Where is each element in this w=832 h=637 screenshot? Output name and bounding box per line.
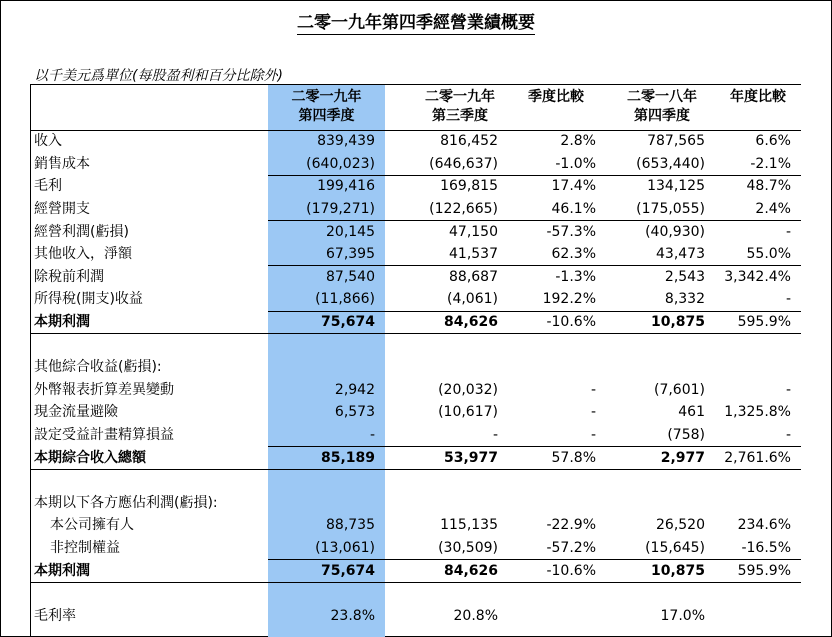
- cell-q4-2019: 75,674: [320, 314, 375, 331]
- table-row: [30, 288, 801, 311]
- header-yoy: 年度比較: [730, 89, 786, 105]
- cell-qoq: 62.3%: [551, 246, 596, 263]
- table-row-attributable-total: [30, 559, 801, 582]
- row-label: 現金流量避險: [34, 404, 118, 421]
- cell-yoy: -: [785, 223, 791, 240]
- table-row: [30, 153, 801, 176]
- row-label: 銷售成本: [34, 155, 90, 172]
- cell-q4-2018: 2,977: [660, 449, 705, 466]
- table-row: [30, 243, 801, 266]
- cell-q3-2019: (4,061): [446, 291, 498, 308]
- cell-yoy: 6.6%: [755, 133, 791, 150]
- row-label: 本公司擁有人: [50, 517, 134, 534]
- cell-qoq: -57.2%: [546, 539, 596, 556]
- row-label: 外幣報表折算差異變動: [34, 381, 174, 398]
- cell-qoq: 46.1%: [551, 201, 596, 218]
- cell-qoq: 192.2%: [542, 291, 596, 308]
- cell-qoq: -: [590, 381, 596, 398]
- cell-yoy: 48.7%: [746, 178, 791, 195]
- table-row: [30, 401, 801, 424]
- table-row: [30, 266, 801, 289]
- row-label: 其他收入，淨額: [34, 246, 132, 263]
- cell-q3-2019: 53,977: [443, 449, 498, 466]
- table-row: [30, 514, 801, 537]
- page-title: 二零一九年第四季經營業績概要: [297, 13, 535, 33]
- cell-q3-2019: (10,617): [438, 404, 498, 421]
- cell-q4-2018: 43,473: [656, 246, 705, 263]
- header-q4-2018: 二零一八年 第四季度: [627, 89, 697, 124]
- row-label: 設定受益計畫精算損益: [34, 427, 174, 444]
- cell-q3-2019: 816,452: [440, 133, 498, 150]
- cell-q4-2018: 17.0%: [660, 607, 705, 624]
- cell-q4-2018: (653,440): [636, 155, 705, 172]
- cell-q4-2019: (11,866): [315, 291, 375, 308]
- cell-qoq: -10.6%: [546, 562, 596, 579]
- cell-q3-2019: -: [492, 427, 498, 444]
- row-label: 收入: [34, 133, 62, 150]
- cell-qoq: 2.8%: [560, 133, 596, 150]
- cell-q4-2019: (13,061): [315, 539, 375, 556]
- header-top-rule: [30, 84, 801, 85]
- row-label: 本期綜合收入總額: [34, 449, 146, 466]
- cell-q4-2018: 10,875: [650, 314, 705, 331]
- cell-q3-2019: 169,815: [440, 178, 498, 195]
- unit-note: 以千美元爲單位(每股盈利和百分比除外): [34, 68, 283, 84]
- header-qoq: 季度比較: [528, 89, 584, 105]
- cell-q4-2019: 20,145: [326, 223, 375, 240]
- cell-qoq: -: [590, 427, 596, 444]
- cell-yoy: -: [785, 291, 791, 308]
- cell-q3-2019: 88,687: [449, 268, 498, 285]
- cell-q4-2019: (640,023): [306, 155, 375, 172]
- cell-q4-2019: 199,416: [317, 178, 375, 195]
- cell-qoq: -10.6%: [546, 314, 596, 331]
- section-heading: 本期以下各方應佔利潤(虧損):: [34, 494, 218, 511]
- row-label: 所得稅(開支)收益: [34, 291, 143, 308]
- cell-q4-2019: -: [369, 427, 375, 444]
- cell-q4-2018: (7,601): [653, 381, 705, 398]
- row-label: 毛利率: [34, 607, 76, 624]
- row-label: 本期利潤: [34, 314, 90, 331]
- cell-q4-2019: 23.8%: [330, 607, 375, 624]
- cell-yoy: -2.1%: [750, 155, 791, 172]
- cell-yoy: 595.9%: [737, 314, 791, 331]
- table-row-net-profit: [30, 311, 801, 334]
- spacer-row: [30, 333, 801, 356]
- section-heading: 其他綜合收益(虧損):: [34, 359, 162, 376]
- cell-qoq: [509, 604, 599, 627]
- cell-q4-2018: (175,055): [636, 201, 705, 218]
- table-row-gross-margin: [30, 604, 801, 627]
- table-row-section-heading: [30, 492, 801, 515]
- results-table: [30, 130, 801, 627]
- cell-q3-2019: 115,135: [440, 517, 498, 534]
- cell-q4-2019: 67,395: [326, 246, 375, 263]
- cell-yoy: 55.0%: [746, 246, 791, 263]
- cell-qoq: -22.9%: [546, 517, 596, 534]
- row-label: 毛利: [34, 178, 62, 195]
- spacer-row: [30, 582, 801, 605]
- cell-qoq: -: [590, 404, 596, 421]
- cell-yoy: [717, 604, 801, 627]
- cell-q4-2018: 461: [678, 404, 705, 421]
- spacer-row: [30, 469, 801, 492]
- cell-q4-2018: 8,332: [664, 291, 705, 308]
- table-row: [30, 130, 801, 153]
- cell-q4-2019: 2,942: [334, 381, 375, 398]
- cell-yoy: 3,342.4%: [724, 268, 791, 285]
- cell-q4-2018: (15,645): [645, 539, 705, 556]
- cell-q4-2018: 134,125: [647, 178, 705, 195]
- cell-qoq: 57.8%: [551, 449, 596, 466]
- table-row-comprehensive-total: [30, 446, 801, 469]
- cell-q3-2019: (122,665): [429, 201, 498, 218]
- cell-yoy: -16.5%: [741, 539, 791, 556]
- cell-q3-2019: 84,626: [443, 562, 498, 579]
- row-label: 非控制權益: [50, 539, 120, 556]
- cell-q4-2018: 10,875: [650, 562, 705, 579]
- cell-q3-2019: (30,509): [438, 539, 498, 556]
- row-label: 除稅前利潤: [34, 268, 104, 285]
- cell-yoy: 234.6%: [737, 517, 791, 534]
- row-label: 經營開支: [34, 201, 90, 218]
- cell-q4-2018: (758): [667, 427, 705, 444]
- cell-q4-2019: 88,735: [326, 517, 375, 534]
- cell-q4-2019: 839,439: [317, 133, 375, 150]
- cell-q4-2019: 87,540: [326, 268, 375, 285]
- cell-yoy: 595.9%: [737, 562, 791, 579]
- header-q4-2019: 二零一九年 第四季度: [291, 89, 362, 124]
- cell-q4-2019: 6,573: [334, 404, 375, 421]
- cell-q3-2019: 84,626: [443, 314, 498, 331]
- cell-q3-2019: (20,032): [438, 381, 498, 398]
- cell-yoy: 1,325.8%: [724, 404, 791, 421]
- table-row: [30, 379, 801, 402]
- table-row: [30, 198, 801, 221]
- cell-q4-2018: 2,543: [664, 268, 705, 285]
- cell-q4-2018: 787,565: [647, 133, 705, 150]
- table-row: [30, 175, 801, 198]
- cell-qoq: -1.0%: [555, 155, 596, 172]
- row-label: 本期利潤: [34, 562, 90, 579]
- cell-q4-2019: 85,189: [320, 449, 375, 466]
- cell-qoq: -1.3%: [555, 268, 596, 285]
- table-row: [30, 424, 801, 447]
- cell-q4-2018: (40,930): [645, 223, 705, 240]
- cell-q3-2019: 47,150: [449, 223, 498, 240]
- cell-q3-2019: 20.8%: [453, 607, 498, 624]
- table-row-section-heading: [30, 356, 801, 379]
- cell-q3-2019: (646,637): [429, 155, 498, 172]
- cell-yoy: 2,761.6%: [724, 449, 791, 466]
- header-q3-2019: 二零一九年 第三季度: [425, 89, 495, 124]
- cell-q4-2018: 26,520: [656, 517, 705, 534]
- table-row: [30, 220, 801, 243]
- cell-q4-2019: 75,674: [320, 562, 375, 579]
- cell-yoy: -: [785, 381, 791, 398]
- cell-q3-2019: 41,537: [449, 246, 498, 263]
- cell-q4-2019: (179,271): [306, 201, 375, 218]
- cell-qoq: 17.4%: [551, 178, 596, 195]
- row-label: 經營利潤(虧損): [34, 223, 129, 240]
- cell-qoq: -57.3%: [546, 223, 596, 240]
- table-row: [30, 537, 801, 560]
- cell-yoy: -: [785, 427, 791, 444]
- cell-yoy: 2.4%: [755, 201, 791, 218]
